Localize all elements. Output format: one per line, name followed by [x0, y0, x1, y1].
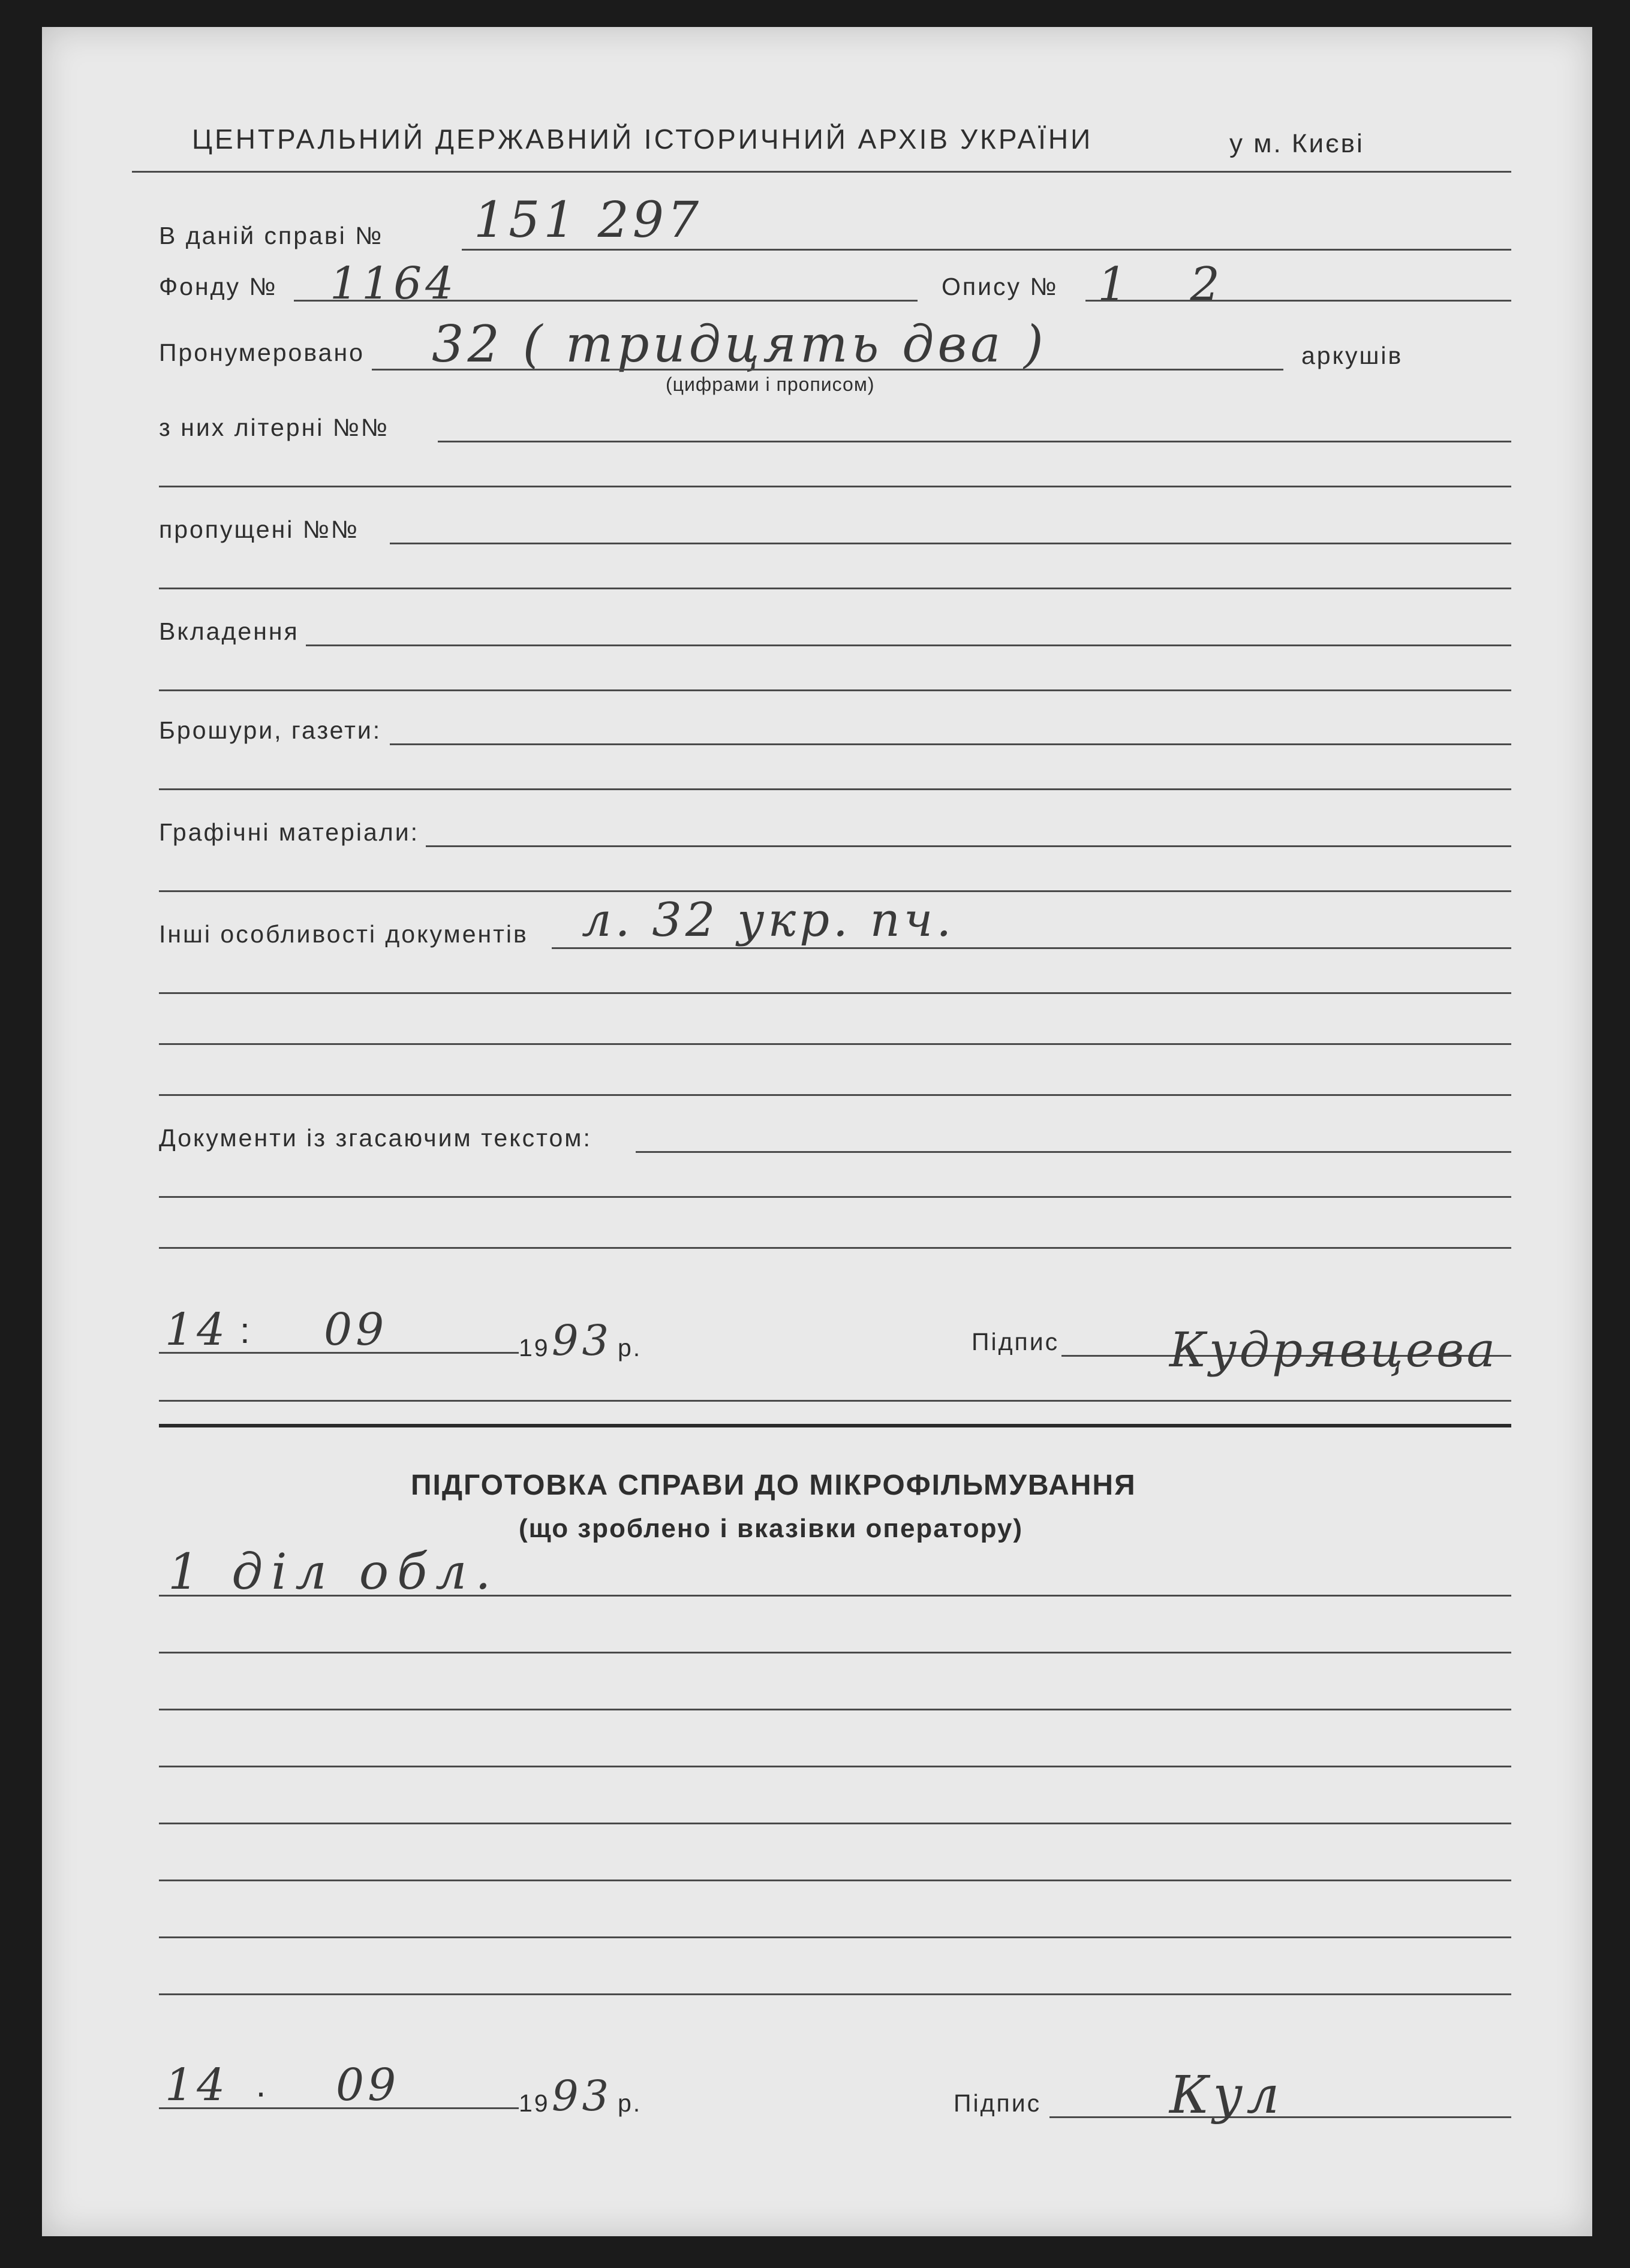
faded-text-label: Документи із згасаючим текстом: — [159, 1124, 592, 1152]
opys-line — [1085, 300, 1511, 302]
year-suffix: р. — [618, 1334, 642, 1362]
microfilm-line-2 — [159, 1652, 1511, 1653]
microfilm-subtitle: (що зроблено і вказівки оператору) — [519, 1514, 1024, 1543]
archive-title: ЦЕНТРАЛЬНИЙ ДЕРЖАВНИЙ ІСТОРИЧНИЙ АРХІВ УКРАЇНИ — [192, 124, 1093, 155]
literal-numbers-label: з них літерні №№ — [159, 414, 389, 441]
fond-line — [294, 300, 918, 302]
date-line — [159, 1352, 519, 1354]
microfilm-line-1 — [159, 1595, 1511, 1597]
numbered-label: Пронумеровано — [159, 339, 365, 366]
microfilm-line-7 — [159, 1936, 1511, 1938]
microfilm-date-separator: · — [255, 2072, 269, 2112]
archive-city: у м. Києві — [1229, 129, 1364, 158]
brochures-line — [390, 743, 1511, 745]
brochures-label: Брошури, газети: — [159, 716, 382, 744]
microfilm-line-3 — [159, 1709, 1511, 1710]
graphics-line — [426, 845, 1511, 847]
attachments-label: Вкладення — [159, 618, 299, 645]
opys-label: Опису № — [942, 273, 1058, 300]
faded-text-line-2 — [159, 1196, 1511, 1198]
microfilm-signature-value: Кул — [1169, 2065, 1283, 2125]
date-month: 09 — [324, 1304, 388, 1356]
microfilm-line-8 — [159, 1993, 1511, 1995]
microfilm-signature-label: Підпис — [954, 2089, 1042, 2117]
microfilm-line-6 — [159, 1880, 1511, 1881]
case-number-label: В даній справі № — [159, 222, 384, 249]
microfilm-date-day: 14 — [165, 2059, 229, 2111]
year-prefix: 19 — [519, 1334, 550, 1362]
date-day: 14 — [165, 1304, 229, 1356]
literal-numbers-line — [438, 441, 1511, 442]
faded-text-line-3 — [159, 1247, 1511, 1249]
other-features-line-2 — [159, 992, 1511, 994]
case-number-value: 151 297 — [474, 192, 703, 249]
literal-numbers-line-2 — [159, 486, 1511, 487]
fond-label: Фонду № — [159, 273, 278, 300]
brochures-line-2 — [159, 788, 1511, 790]
microfilm-date-line — [159, 2107, 519, 2109]
numbered-line — [372, 369, 1283, 371]
numbered-hint: (цифрами і прописом) — [666, 374, 875, 395]
missing-numbers-line-2 — [159, 588, 1511, 589]
missing-numbers-label: пропущені №№ — [159, 516, 359, 543]
other-features-line-3 — [159, 1043, 1511, 1045]
signature-value: Кудрявцева — [1169, 1322, 1498, 1378]
graphics-label: Графічні матеріали: — [159, 818, 419, 846]
microfilm-date-month: 09 — [336, 2059, 400, 2111]
fond-value: 1164 — [330, 258, 458, 309]
signature-line-2 — [159, 1400, 1511, 1402]
other-features-label: Інші особливості документів — [159, 920, 528, 948]
year-value: 93 — [552, 1316, 613, 1365]
signature-label: Підпис — [972, 1328, 1060, 1356]
archive-form-sheet — [42, 27, 1592, 2236]
microfilm-year-value: 93 — [552, 2071, 613, 2121]
faded-text-line — [636, 1151, 1511, 1153]
missing-numbers-line — [390, 543, 1511, 544]
microfilm-year-suffix: р. — [618, 2089, 642, 2117]
date-separator: : — [240, 1311, 252, 1351]
other-features-value: л. 32 укр. пч. — [582, 893, 955, 947]
numbered-value: 32 ( тридцять два ) — [432, 315, 1047, 374]
microfilm-note: 1 діл обл. — [168, 1544, 500, 1601]
microfilm-year-prefix: 19 — [519, 2089, 550, 2117]
graphics-line-2 — [159, 890, 1511, 892]
microfilm-line-4 — [159, 1766, 1511, 1767]
opys-value: 1 2 — [1097, 258, 1244, 312]
other-features-line — [552, 947, 1511, 949]
other-features-line-4 — [159, 1094, 1511, 1096]
attachments-line — [306, 644, 1511, 646]
microfilm-line-5 — [159, 1823, 1511, 1824]
case-number-line — [462, 249, 1511, 251]
section-divider — [159, 1424, 1511, 1427]
attachments-line-2 — [159, 689, 1511, 691]
microfilm-title: ПІДГОТОВКА СПРАВИ ДО МІКРОФІЛЬМУВАННЯ — [411, 1469, 1136, 1501]
header-rule — [132, 171, 1511, 173]
numbered-suffix: аркушів — [1301, 342, 1403, 369]
